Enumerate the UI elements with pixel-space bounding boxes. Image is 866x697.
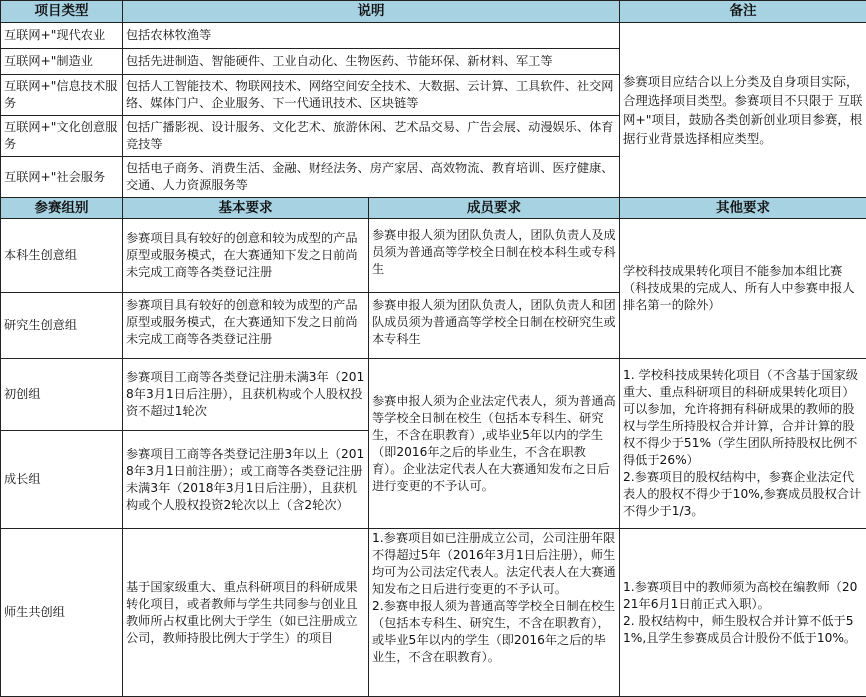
type-desc: 包括农林牧渔等 [123, 23, 620, 49]
type-name: 互联网+"制造业 [1, 49, 123, 75]
group-other-startup: 1. 学校科技成果转化项目（不含基于国家级重大、重点科研项目的科研成果转化项目）可以参加，允许将拥有科研成果的教师的股权与学生所持股权合并计算，合并计算的股权不得少于51%（学生团队所持股权比例不得低于26%） 2.参赛项目的股权结构中，参赛企业法定代表人的股权不得少于10%,参赛成员股权合计不得少于1/3。 [620, 359, 866, 529]
group-member: 参赛申报人须为团队负责人，团队负责人和团队成员须为普通高等学校全日制在校研究生或本专科生 [369, 293, 620, 359]
group-member: 参赛申报人须为团队负责人，团队负责人及成员须为普通高等学校全日制在校本科生或专科生 [369, 219, 620, 293]
group-basic: 参赛项目工商等各类登记注册3年以上（2018年3月1日前注册）；或工商等各类登记注册未满3年（2018年3月1日后注册），且获机构或个人股权投资2轮次以上（含2轮次） [123, 431, 369, 529]
group-row-undergrad [1, 219, 866, 293]
group-name: 本科生创意组 [1, 219, 123, 293]
group-basic: 参赛项目工商等各类登记注册未满3年（2018年3月1日后注册），且获机构或个人股权投资不超过1轮次 [123, 359, 369, 431]
group-header-row [1, 198, 866, 219]
header-type: 项目类型 [1, 1, 123, 23]
type-name: 互联网+"社会服务 [1, 157, 123, 198]
group-name: 师生共创组 [1, 529, 123, 697]
note-cell: 参赛项目应结合以上分类及自身项目实际，合理选择项目类型。参赛项目不只限于 互联网+"项目，鼓励各类创新创业项目参赛，根据行业背景选择相应类型。 [620, 23, 866, 198]
group-other: 1.参赛项目中的教师须为高校在编教师（2021年6月1日前正式入职）。 2. 股权结构中，师生股权合并计算不低于51%,且学生参赛成员合计股份不低于10%。 [620, 529, 866, 697]
header-member: 成员要求 [369, 198, 620, 219]
type-desc: 包括广播影视、设计服务、文化艺术、旅游休闲、艺术品交易、广告会展、动漫娱乐、体育竞技等 [123, 116, 620, 157]
type-desc: 包括人工智能技术、物联网技术、网络空间安全技术、大数据、云计算、工具软件、社交网络、媒体门户、企业服务、下一代通讯技术、区块链等 [123, 75, 620, 116]
group-member: 1.参赛项目如已注册成立公司，公司注册年限不得超过5年（2016年3月1日后注册），师生均可为公司法定代表人。法定代表人在大赛通知发布之日后进行变更的不予认可。 2.参赛申报人须为普通高等学校全日制在校生（包括本专科生、研究生，不含在职教育），或毕业5年以内的学生（即2016年之后的毕业生，不含在职教育）。 [369, 529, 620, 697]
group-basic: 基于国家级重大、重点科研项目的科研成果转化项目，或者教师与学生共同参与创业且教师所占权重比例大于学生（如已注册成立公司，教师持股比例大于学生）的项目 [123, 529, 369, 697]
group-basic: 参赛项目具有较好的创意和较为成型的产品原型或服务模式，在大赛通知下发之日前尚未完成工商等各类登记注册 [123, 219, 369, 293]
type-name: 互联网+"现代农业 [1, 23, 123, 49]
type-header-row [1, 1, 866, 23]
header-basic: 基本要求 [123, 198, 369, 219]
header-desc: 说明 [123, 1, 620, 23]
type-desc: 包括先进制造、智能硬件、工业自动化、生物医药、节能环保、新材料、军工等 [123, 49, 620, 75]
type-name: 互联网+"信息技术服务 [1, 75, 123, 116]
header-note: 备注 [620, 1, 866, 23]
group-name: 初创组 [1, 359, 123, 431]
group-name: 研究生创意组 [1, 293, 123, 359]
group-member-startup: 参赛申报人须为企业法定代表人，须为普通高等学校全日制在校生（包括本专科生、研究生，不含在职教育）,或毕业5年以内的学生（即2016年之后的毕业生，不含在职教育）。企业法定代表人在大赛通知发布之日后进行变更的不予认可。 [369, 359, 620, 529]
group-row-startup [1, 359, 866, 431]
type-name: 互联网+"文化创意服务 [1, 116, 123, 157]
group-name: 成长组 [1, 431, 123, 529]
header-other: 其他要求 [620, 198, 866, 219]
header-group: 参赛组别 [1, 198, 123, 219]
type-desc: 包括电子商务、消费生活、金融、财经法务、房产家居、高效物流、教育培训、医疗健康、交通、人力资源服务等 [123, 157, 620, 198]
group-row-teacher [1, 529, 866, 697]
group-other-creative: 学校科技成果转化项目不能参加本组比赛（科技成果的完成人、所有人中参赛申报人排名第一的除外） [620, 219, 866, 359]
type-row [1, 23, 866, 49]
group-basic: 参赛项目具有较好的创意和较为成型的产品原型或服务模式，在大赛通知下发之日前尚未完成工商等各类登记注册 [123, 293, 369, 359]
